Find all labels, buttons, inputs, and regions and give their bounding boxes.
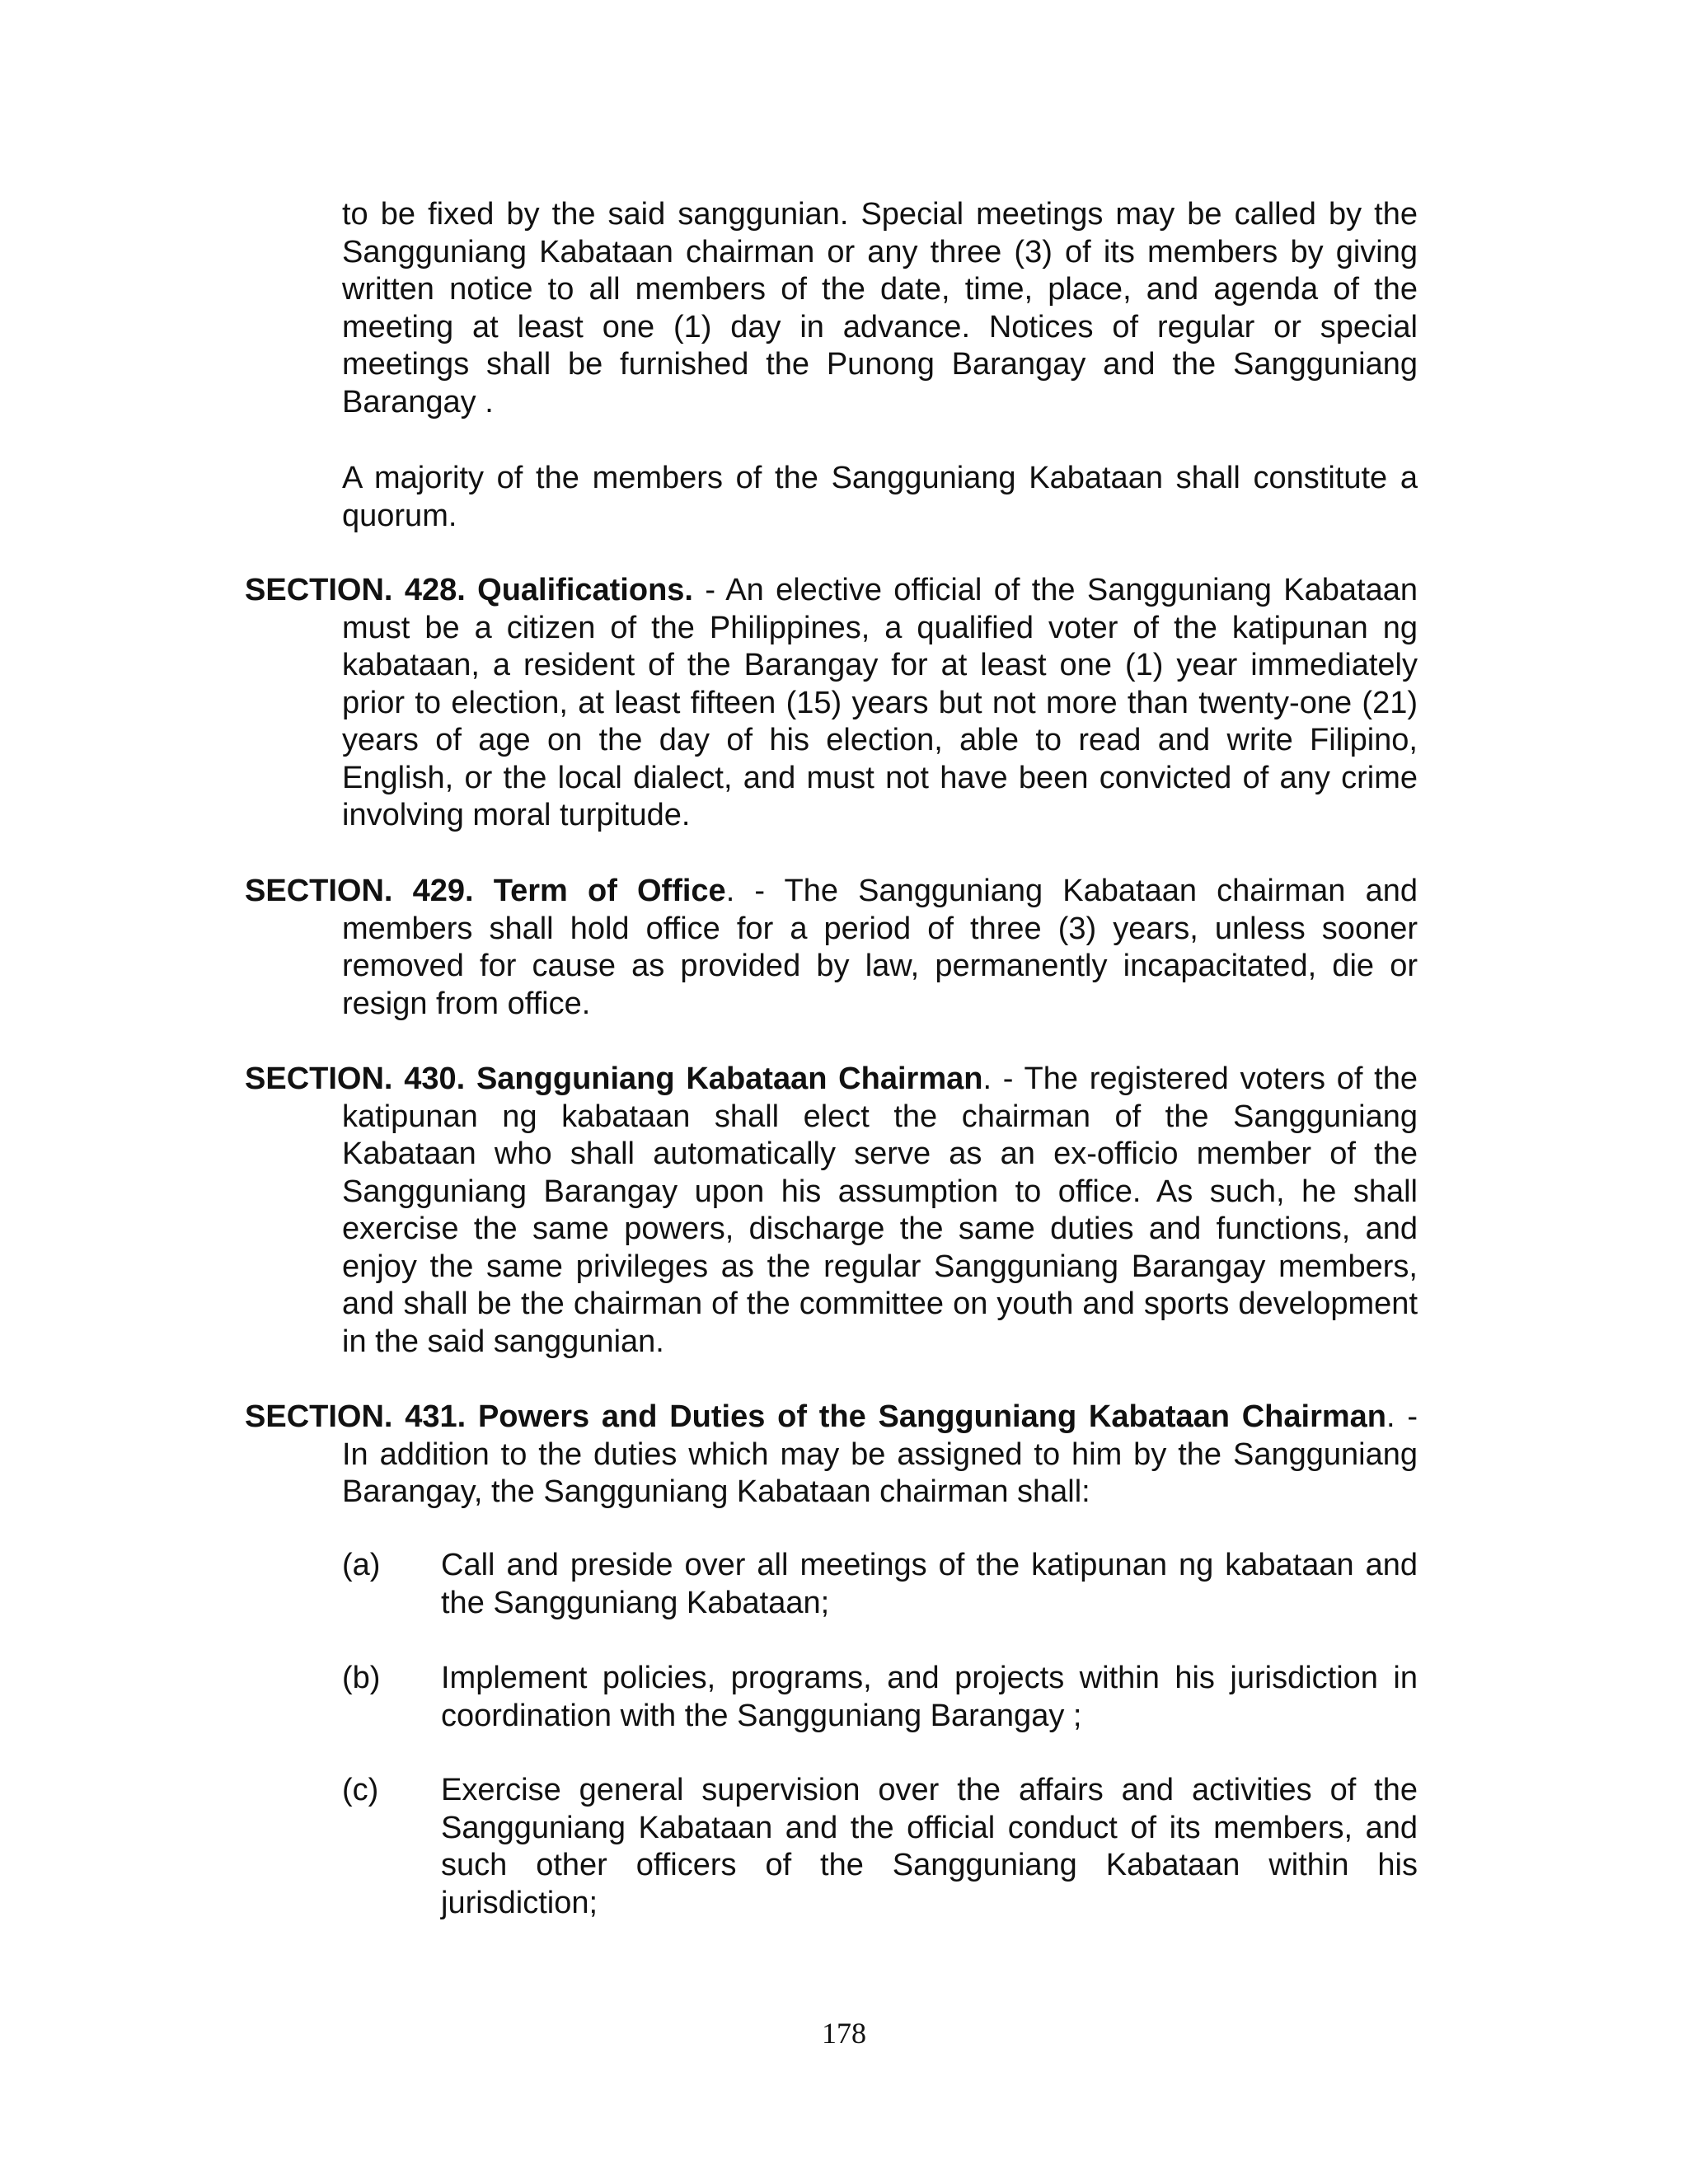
section-heading [245, 573, 693, 607]
continuation-paragraph: to be fixed by the said sanggunian. Special meetings may be called by the Sangguniang Kabataan chairman or any three (3) of its members by giving written notice to all members of the date, time, place, and agenda of the meeting at least one (1) day in advance. Notices of regular or special meetings shall be furnished the Punong Barangay and the Sangguniang Barangay . [342, 197, 1418, 419]
quorum-paragraph: A majority of the members of the Sangguniang Kabataan shall constitute a quorum. [342, 461, 1418, 533]
list-item [342, 1547, 1418, 1622]
list-item-text: Exercise general supervision over the affairs and activities of the Sangguniang Kabataan and the official conduct of its members, and such other officers of the Sangguniang Kabataan within his jurisdiction; [441, 1773, 1418, 1920]
list-item-label: (c) [342, 1773, 379, 1807]
section-body: - An elective official of the Sangguniang Kabataan must be a citizen of the Philippines, a qualified voter of the katipunan ng kabataan, a resident of the Barangay for at least one (1) year immediately prior to election, at least fifteen (15) years but not more than twenty-one (21) years of age on the day of his election, able to read and write Filipino, English, or the local dialect, and must not have been convicted of any crime involving moral turpitude. [342, 573, 1418, 832]
list-item [342, 1660, 1418, 1735]
list-item-label: (a) [342, 1548, 381, 1582]
section-body: . - The registered voters of the katipunan ng kabataan shall elect the chairman of the Sangguniang Kabataan who shall automatically serve as an ex-officio member of the Sangguniang Barangay upon his assumption to office. As such, he shall exercise the same powers, discharge the same duties and functions, and enjoy the same privileges as the regular Sangguniang Barangay members, and shall be the chairman of the committee on youth and sports development in the said sanggunian. [342, 1062, 1418, 1359]
list-item-text: Implement policies, programs, and projects within his jurisdiction in coordination with the Sangguniang Barangay ; [441, 1661, 1418, 1733]
section-428 [245, 572, 1418, 835]
section-430 [245, 1061, 1418, 1361]
section-heading [245, 1399, 1386, 1434]
section-body: . - In addition to the duties which may be assigned to him by the Sangguniang Barangay, the Sangguniang Kabataan chairman shall: [342, 1399, 1418, 1509]
page-number: 178 [822, 2017, 866, 2050]
list-item-label: (b) [342, 1661, 381, 1695]
section-429 [245, 873, 1418, 1023]
list-item [342, 1772, 1418, 1922]
section-number: SECTION. 428. [245, 573, 466, 607]
section-number: SECTION. 429. [245, 874, 474, 908]
section-title: Powers and Duties of the Sangguniang Kabataan Chairman [477, 1399, 1387, 1434]
section-number: SECTION. 430. [245, 1062, 466, 1096]
section-431 [245, 1399, 1418, 1511]
section-heading [245, 1062, 982, 1096]
list-item-text: Call and preside over all meetings of the katipunan ng kabataan and the Sangguniang Kabataan; [441, 1548, 1418, 1620]
section-number: SECTION. 431. [245, 1399, 467, 1434]
section-body: . - The Sangguniang Kabataan chairman and members shall hold office for a period of three (3) years, unless sooner removed for cause as provided by law, permanently incapacitated, die or resign from office. [342, 874, 1418, 1021]
section-heading [245, 874, 726, 908]
section-title: Sangguniang Kabataan Chairman [476, 1062, 983, 1096]
section-title: Qualifications. [477, 573, 693, 607]
section-title: Term of Office [493, 874, 726, 908]
